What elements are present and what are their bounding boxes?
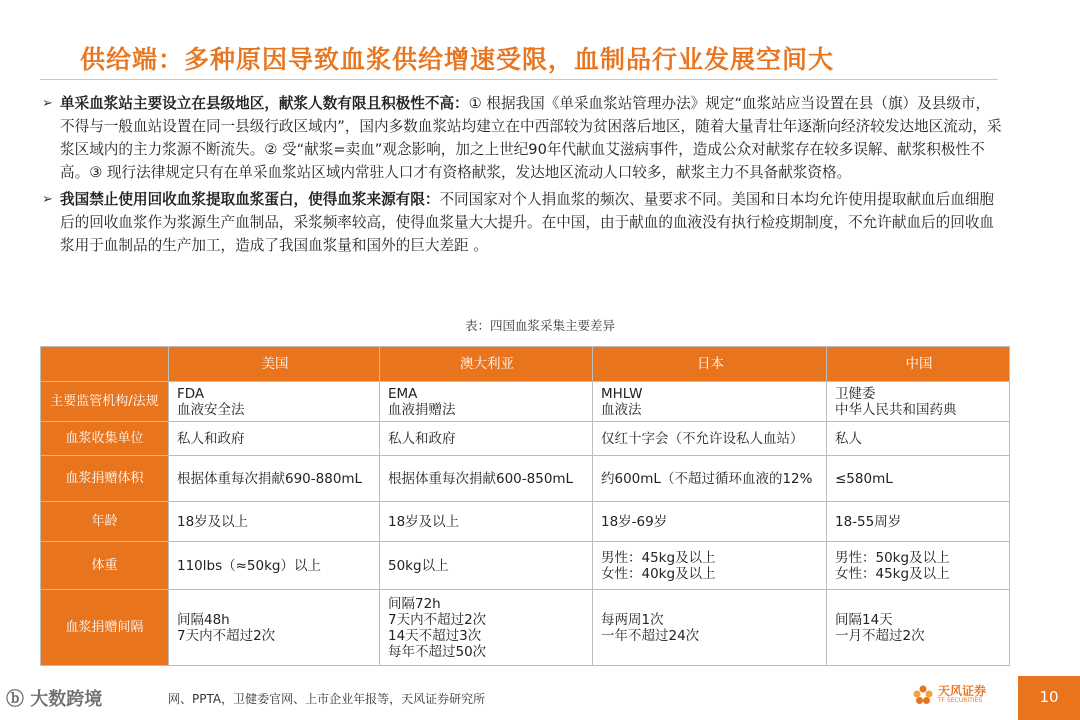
table-cell: [827, 422, 1010, 456]
bullet-list: [38, 92, 1004, 261]
table-row: [41, 456, 1010, 502]
table-cell: [827, 456, 1010, 502]
table-cell: [827, 542, 1010, 590]
comparison-table: [40, 346, 1010, 666]
table-cell: [380, 382, 593, 422]
table-cell: [593, 456, 827, 502]
cell-line: 间隔14天: [835, 611, 893, 628]
column-header: 美国: [169, 347, 380, 382]
cell-line: 间隔48h: [177, 611, 230, 628]
cell-line: 每年不超过50次: [388, 643, 487, 660]
watermark: ⓑ 大数跨境: [6, 689, 103, 710]
cell-line: 男性：45kg及以上: [601, 549, 716, 566]
watermark-text: 大数跨境: [30, 689, 103, 710]
cell-line: ≤580mL: [835, 470, 893, 487]
cell-line: 私人: [835, 430, 862, 447]
cell-line: 卫健委: [835, 385, 876, 402]
cell-line: 女性：40kg及以上: [601, 565, 716, 582]
table-cell: [380, 502, 593, 542]
cell-line: 血液安全法: [177, 401, 245, 418]
cell-line: 根据体重每次捐献600-850mL: [388, 470, 574, 487]
cell-line: 私人和政府: [177, 430, 245, 447]
cell-line: 中华人民共和国药典: [835, 401, 957, 418]
row-header: 血浆捐赠体积: [41, 456, 169, 502]
cell-line: 一年不超过24次: [601, 627, 700, 644]
table-cell: [593, 590, 827, 666]
cell-line: 血液捐赠法: [388, 401, 456, 418]
table-cell: [169, 422, 380, 456]
table-cell: [380, 590, 593, 666]
row-header: 血浆捐赠间隔: [41, 590, 169, 666]
cell-line: 18岁及以上: [177, 513, 249, 530]
table-cell: [827, 502, 1010, 542]
bullet-item: [38, 92, 1004, 184]
cell-line: 间隔72h: [388, 595, 441, 612]
bullet-text: 不同国家对个人捐血浆的频次、量要求不同。美国和日本均允许使用提取献血后血细胞后的回收血浆作为浆源生产血制品，采浆频率较高，使得血浆量大大提升。在中国，由于献血的血液没有执行检疫期制度，不允许献血后的回收血浆用于血制品的生产加工，造成了我国血浆量和国外的巨大差距 。: [60, 191, 995, 254]
arrow-bullet-icon: ➢: [42, 192, 53, 207]
table-cell: [169, 502, 380, 542]
corner-header-cell: [41, 347, 169, 382]
table-row: [41, 422, 1010, 456]
table-caption: 表：四国血浆采集主要差异: [464, 318, 615, 333]
source-note: 网、PPTA，卫健委官网、上市企业年报等，天风证券研究所: [168, 692, 486, 706]
page-number: 10: [1039, 688, 1059, 706]
cell-line: 18-55周岁: [835, 513, 902, 530]
cell-line: 男性：50kg及以上: [835, 549, 950, 566]
table-cell: [593, 542, 827, 590]
arrow-bullet-icon: ➢: [42, 96, 53, 111]
cell-line: 私人和政府: [388, 430, 456, 447]
table-cell: [169, 456, 380, 502]
page-number-box: [1018, 676, 1080, 720]
cell-line: 7天内不超过2次: [177, 627, 276, 644]
table-row: [41, 590, 1010, 666]
brand-name: 天风证券: [938, 684, 987, 698]
table-header-row: [41, 347, 1010, 382]
brand-logo: [912, 684, 986, 706]
table-row: [41, 542, 1010, 590]
column-header: 日本: [593, 347, 827, 382]
cell-line: 仅红十字会（不允许设私人血站）: [601, 430, 804, 447]
table-cell: [827, 382, 1010, 422]
table-cell: [593, 382, 827, 422]
cell-line: MHLW: [601, 385, 643, 402]
column-header: 澳大利亚: [380, 347, 593, 382]
bullet-heading: 我国禁止使用回收血浆提取血浆蛋白，使得血浆来源有限：: [60, 191, 440, 208]
table-cell: [169, 590, 380, 666]
table-row: [41, 502, 1010, 542]
table-cell: [169, 382, 380, 422]
row-header: 体重: [41, 542, 169, 590]
bullet-text: ① 根据我国《单采血浆站管理办法》规定“血浆站应当设置在县（旗）及县级市，不得与一般血站设置在同一县级行政区域内”，国内多数血浆站均建立在中西部较为贫困落后地区，随着大量青壮年逐渐向经济较发达地区流动，采浆区域内的主力浆源不断流失。② 受“献浆=卖血”观念影响，加之上世纪90年代献血艾滋病事件，造成公众对献浆存在较多误解、献浆积极性不高。③ 现行法律规定只有在单采血浆站区域内常驻人口才有资格献浆，发达地区流动人口较多，献浆主力不具备献浆资格。: [60, 95, 1002, 181]
cell-line: 血液法: [601, 401, 642, 418]
table-cell: [593, 422, 827, 456]
cell-line: 18岁-69岁: [601, 513, 668, 530]
cell-line: 7天内不超过2次: [388, 611, 487, 628]
table-cell: [169, 542, 380, 590]
cell-line: 根据体重每次捐献690-880mL: [177, 470, 363, 487]
cell-line: 女性：45kg及以上: [835, 565, 950, 582]
cell-line: 一月不超过2次: [835, 627, 925, 644]
cell-line: EMA: [388, 385, 418, 402]
table-cell: [380, 456, 593, 502]
cell-line: 每两周1次: [601, 611, 664, 628]
cell-line: 约600mL（不超过循环血液的12%: [601, 470, 813, 487]
row-header: 主要监管机构/法规: [41, 382, 169, 422]
cell-line: 14天不超过3次: [388, 627, 482, 644]
brand-flower-icon: [912, 684, 934, 706]
page-title: 供给端：多种原因导致血浆供给增速受限，血制品行业发展空间大: [80, 45, 835, 74]
cell-line: FDA: [177, 385, 205, 402]
table-cell: [593, 502, 827, 542]
brand-subtitle: TF SECURITIES: [938, 697, 983, 704]
row-header: 年龄: [41, 502, 169, 542]
title-divider: [40, 79, 998, 80]
table-row: [41, 382, 1010, 422]
bullet-item: [38, 188, 1004, 257]
table-cell: [380, 542, 593, 590]
column-header: 中国: [827, 347, 1010, 382]
bullet-heading: 单采血浆站主要设立在县级地区，献浆人数有限且积极性不高：: [60, 95, 469, 112]
cell-line: 18岁及以上: [388, 513, 460, 530]
cell-line: 110lbs（≈50kg）以上: [177, 557, 321, 574]
row-header: 血浆收集单位: [41, 422, 169, 456]
table-cell: [380, 422, 593, 456]
cell-line: 50kg以上: [388, 557, 449, 574]
table-cell: [827, 590, 1010, 666]
